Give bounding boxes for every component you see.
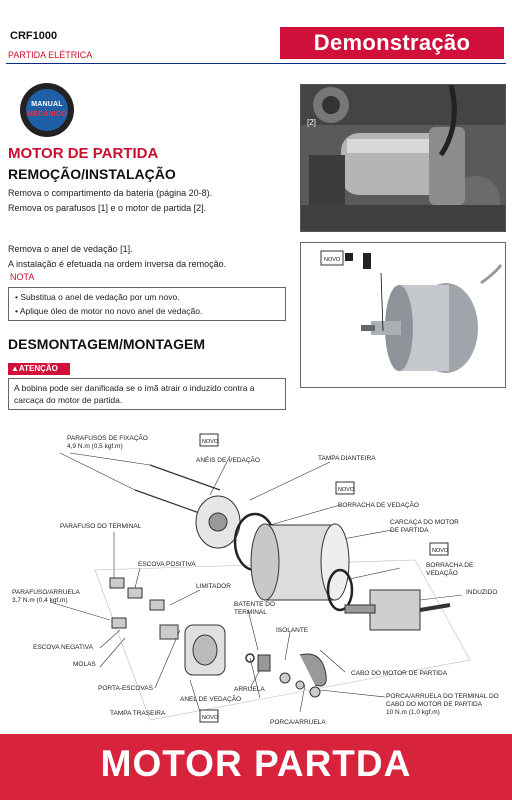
header-rule <box>6 63 506 64</box>
warning-badge: ▲ATENÇÃO <box>8 363 70 375</box>
svg-text:ISOLANTE: ISOLANTE <box>276 627 309 634</box>
svg-text:ESCOVA NEGATIVA: ESCOVA NEGATIVA <box>33 644 93 651</box>
svg-text:DE PARTIDA: DE PARTIDA <box>390 527 429 534</box>
site-logo: MANUAL MECÂNICO <box>20 83 74 137</box>
demo-watermark: Demonstração <box>280 27 504 59</box>
svg-text:ESCOVA POSITIVA: ESCOVA POSITIVA <box>138 561 196 568</box>
svg-text:CABO DO MOTOR DE PARTIDA: CABO DO MOTOR DE PARTIDA <box>351 670 448 677</box>
svg-text:BORRACHA DE: BORRACHA DE <box>426 562 474 569</box>
page-title: MOTOR DE PARTIDA <box>8 145 159 162</box>
svg-text:4,9 N.m (0,5 kgf.m): 4,9 N.m (0,5 kgf.m) <box>67 443 123 450</box>
svg-text:NOVO: NOVO <box>432 548 449 554</box>
svg-text:CABO DO MOTOR DE PARTIDA: CABO DO MOTOR DE PARTIDA <box>386 701 483 708</box>
svg-text:NOVO: NOVO <box>202 439 219 445</box>
svg-text:INDUZIDO: INDUZIDO <box>466 589 498 596</box>
svg-text:PORCA/ARRUELA DO TERMINAL DO: PORCA/ARRUELA DO TERMINAL DO <box>386 693 499 700</box>
svg-text:LIMITADOR: LIMITADOR <box>196 583 231 590</box>
step-text: A instalação é efetuada na ordem inversa da remoção. <box>8 259 227 269</box>
svg-text:TERMINAL: TERMINAL <box>234 609 267 616</box>
svg-text:TAMPA DIANTEIRA: TAMPA DIANTEIRA <box>318 455 376 462</box>
step-text: Remova o anel de vedação [1]. <box>8 244 133 254</box>
note-label: NOTA <box>10 272 35 282</box>
svg-text:MOLAS: MOLAS <box>73 661 96 668</box>
svg-text:NOVO: NOVO <box>338 487 355 493</box>
model-name: CRF1000 <box>10 30 58 42</box>
note-box <box>8 287 286 321</box>
warning-text: A bobina pode ser danificada se o ímã atrair o induzido contra a carcaça do motor de partida. <box>8 378 286 410</box>
svg-text:PORTA-ESCOVAS: PORTA-ESCOVAS <box>98 685 153 692</box>
svg-text:BORRACHA DE VEDAÇÃO: BORRACHA DE VEDAÇÃO <box>338 502 419 509</box>
svg-text:NOVO: NOVO <box>324 257 341 263</box>
step-text: Remova os parafusos [1] e o motor de partida [2]. <box>8 203 207 213</box>
svg-text:BATENTE DO: BATENTE DO <box>234 601 276 608</box>
engine-photo <box>300 84 506 232</box>
removal-heading: REMOÇÃO/INSTALAÇÃO <box>8 166 176 182</box>
svg-text:ANÉIS DE VEDAÇÃO: ANÉIS DE VEDAÇÃO <box>196 457 260 464</box>
svg-text:PARAFUSO/ARRUELA: PARAFUSO/ARRUELA <box>12 589 80 596</box>
svg-text:ARRUELA: ARRUELA <box>234 686 265 693</box>
svg-text:PARAFUSO DO TERMINAL: PARAFUSO DO TERMINAL <box>60 523 142 530</box>
note-item: • Substitua o anel de vedação por um novo. <box>15 292 180 302</box>
svg-text:CARCAÇA DO MOTOR: CARCAÇA DO MOTOR <box>390 519 459 526</box>
warning-icon: ▲ <box>11 364 19 373</box>
svg-text:VEDAÇÃO: VEDAÇÃO <box>426 570 458 577</box>
svg-text:10 N.m (1,0 kgf.m): 10 N.m (1,0 kgf.m) <box>386 709 440 716</box>
disassembly-heading: DESMONTAGEM/MONTAGEM <box>8 336 206 352</box>
svg-text:NOVO: NOVO <box>202 715 219 721</box>
footer-banner: MOTOR PARTDA <box>0 734 512 800</box>
svg-text:PORCA/ARRUELA: PORCA/ARRUELA <box>270 719 326 726</box>
exploded-diagram <box>0 420 512 730</box>
svg-text:[2]: [2] <box>307 118 316 127</box>
svg-text:TAMPA TRASEIRA: TAMPA TRASEIRA <box>110 710 166 717</box>
starter-motor-illustration <box>300 242 506 388</box>
svg-text:3,7 N.m (0,4 kgf.m): 3,7 N.m (0,4 kgf.m) <box>12 597 68 604</box>
svg-text:PARAFUSOS DE FIXAÇÃO: PARAFUSOS DE FIXAÇÃO <box>67 435 148 442</box>
section-name: PARTIDA ELÉTRICA <box>8 50 93 60</box>
note-item: • Aplique óleo de motor no novo anel de vedação. <box>15 306 203 316</box>
step-text: Remova o compartimento da bateria (página 20-8). <box>8 188 213 198</box>
svg-text:ANEL DE VEDAÇÃO: ANEL DE VEDAÇÃO <box>180 696 242 703</box>
